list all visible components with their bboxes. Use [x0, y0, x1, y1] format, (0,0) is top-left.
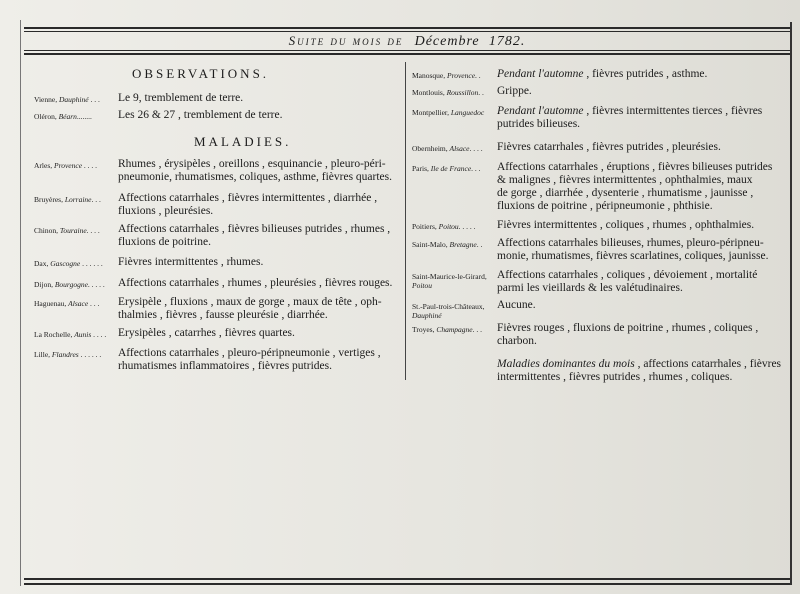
place-label: Troyes, Champagne. . . [412, 325, 482, 334]
maladie-entry [412, 141, 788, 157]
place-label: Haguenau, Alsace . . . [34, 299, 100, 308]
bottom-rule-double [24, 583, 790, 585]
header-month: Décembre [414, 34, 480, 49]
summary-lead: Maladies dominantes du mois [497, 358, 635, 370]
place-label: Bruyères, Lorraine. . . [34, 195, 101, 204]
place-label: Saint-Maurice-le-Girard, Poitou [412, 272, 487, 290]
place-label: Chinon, Touraine. . . . [34, 226, 100, 235]
place-label: St.-Paul-trois-Châteaux, Dauphiné [412, 302, 485, 320]
left-page-edge [20, 20, 21, 586]
summary-text: , affections catarrhales , fièvres intermittentes , fièvres putrides , rhumes , coliques. [497, 358, 782, 383]
place-label: Arles, Provence . . . . [34, 161, 98, 170]
entry-text [497, 105, 787, 131]
maladie-entry [34, 347, 404, 377]
place-label: Dax, Gascogne . . . . . . [34, 259, 103, 268]
entry-text: Grippe. [497, 85, 532, 97]
entry-text: Aucune. [497, 299, 536, 311]
entry-text: Affections catarrhales , rhumes , pleurésies , fièvres rouges. [118, 277, 393, 289]
maladie-entry [34, 277, 404, 293]
place-label: Montpellier, Languedoc [412, 108, 485, 117]
maladie-entry [412, 299, 788, 319]
entry-text: Affections catarrhales , éruptions , fièvres bilieuses putrides & malignes , fièvres intermittentes , ophthalmies, maux de gorge , diarrhée , dysenterie , rhumatisme , jaunisse , fluxions de poitrine , péripneumonie , phthisie. [497, 161, 773, 212]
entry-text: Fièvres intermittentes , rhumes. [118, 256, 264, 268]
maladie-entry [412, 68, 788, 84]
running-header [24, 31, 790, 50]
entry-text: Fièvres intermittentes , coliques , rhumes , ophthalmies. [497, 219, 755, 231]
entry-text: Affections catarrhales , coliques , dévoiement , mortalité parmi les vieillards & les valétudinaires. [497, 269, 758, 294]
observation-entry [34, 92, 404, 108]
place-label: Saint-Malo, Bretagne. . [412, 240, 483, 249]
monthly-summary [497, 358, 787, 384]
header-rule-thin [24, 50, 790, 51]
place-label: Lille, Flandres . . . . . . [34, 350, 102, 359]
maladie-entry [412, 219, 788, 235]
maladie-entry [34, 223, 404, 253]
maladie-entry [34, 158, 404, 188]
entry-text: Le 9, tremblement de terre. [118, 92, 244, 104]
maladie-entry [34, 256, 404, 272]
entry-text: Affections catarrhales bilieuses, rhumes, pleuro-péripneu- monie, rhumatismes, fièvres scarlatines, coliques, jaunisse. [497, 237, 769, 262]
header-rule [24, 53, 790, 55]
maladie-entry [34, 327, 404, 343]
entry-text: Affections catarrhales , pleuro-péripneumonie , vertiges , rhumatismes inflammatoires , fièvres putrides. [118, 347, 381, 372]
place-label: Poitiers, Poitou. . . . . [412, 222, 476, 231]
maladie-entry [412, 269, 788, 299]
entry-body: , fièvres putrides , asthme. [583, 68, 708, 80]
entry-text: Affections catarrhales , fièvres bilieuses putrides , rhumes , fluxions de poitrine. [118, 223, 391, 248]
bottom-rule [24, 578, 790, 580]
place-label: Vienne, Dauphiné . . . [34, 95, 100, 104]
entry-text: Rhumes , érysipèles , oreillons , esquinancie , pleuro-péri- pneumonie, rhumatismes, coliques, asthme, fièvres quartes. [118, 158, 393, 183]
place-label: Montlouis, Roussillon. . [412, 88, 484, 97]
maladie-entry [412, 237, 788, 267]
maladies-title: MALADIES. [194, 134, 292, 149]
entry-text: Erysipèle , fluxions , maux de gorge , maux de tête , oph- thalmies , fièvres , fausse pleurésie , diarrhée. [118, 296, 382, 321]
entry-body: , fièvres intermittentes tierces , fièvres putrides bilieuses. [497, 105, 763, 130]
place-label: La Rochelle, Aunis . . . . [34, 330, 107, 339]
maladie-entry [412, 85, 788, 101]
top-rule [24, 27, 790, 29]
entry-text: Fièvres catarrhales , fièvres putrides , pleurésies. [497, 141, 721, 153]
entry-text: Erysipèles , catarrhes , fièvres quartes. [118, 327, 295, 339]
maladie-entry [412, 105, 788, 135]
place-label: Oléron, Béarn........ [34, 112, 92, 121]
header-year: 1782. [488, 34, 526, 49]
header-prefix: Suite du mois de [288, 33, 404, 48]
entry-text [497, 68, 787, 81]
place-label: Manosque, Provence. . [412, 71, 481, 80]
entry-lead: Pendant l'automne [497, 68, 584, 80]
maladie-entry [412, 161, 788, 217]
entry-text: Fièvres rouges , fluxions de poitrine , rhumes , coliques , charbon. [497, 322, 759, 347]
place-label: Paris, Ile de France. . . [412, 164, 481, 173]
maladie-entry [34, 192, 404, 222]
observations-title: OBSERVATIONS. [132, 66, 270, 81]
entry-text: Affections catarrhales , fièvres intermittentes , diarrhée , fluxions , pleurésies. [118, 192, 378, 217]
entry-lead: Pendant l'automne [497, 105, 584, 117]
place-label: Obernheim, Alsace. . . . [412, 144, 483, 153]
maladie-entry [412, 322, 788, 352]
entry-text: Les 26 & 27 , tremblement de terre. [118, 109, 283, 121]
right-page-edge [790, 22, 792, 585]
place-label: Dijon, Bourgogne. . . . . [34, 280, 105, 289]
maladie-entry [34, 296, 404, 326]
observation-entry [34, 109, 404, 125]
